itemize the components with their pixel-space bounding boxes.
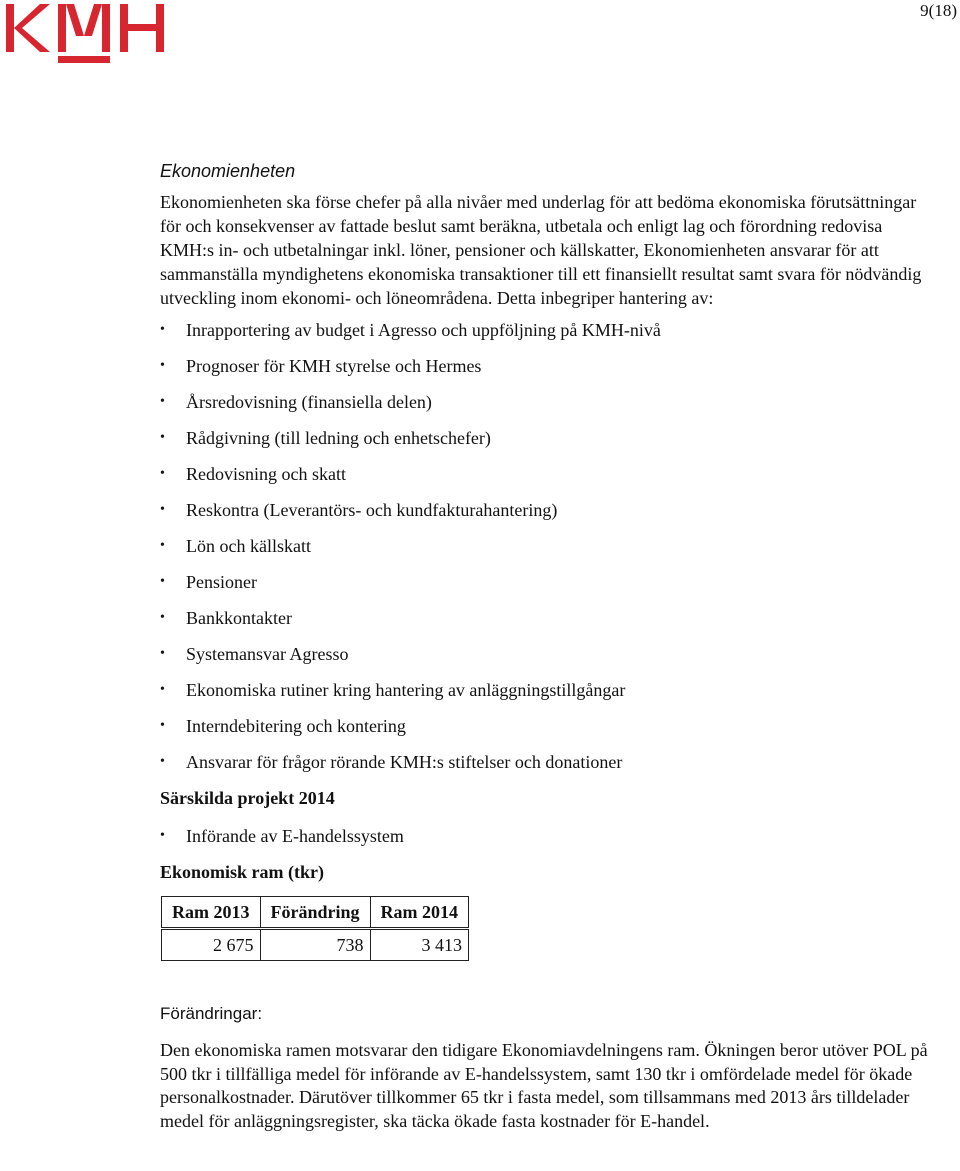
list-item-text: Lön och källskatt: [186, 536, 311, 556]
bullet-icon: •: [160, 466, 165, 481]
list-item-text: Redovisning och skatt: [186, 464, 346, 484]
bullet-icon: •: [160, 610, 165, 625]
list-item: [160, 708, 930, 744]
column-header: Ram 2014: [370, 897, 469, 929]
list-item: [160, 312, 930, 348]
budget-table-row: [162, 929, 469, 961]
list-item: [160, 456, 930, 492]
budget-heading: Ekonomisk ram (tkr): [160, 862, 325, 882]
list-item-text: Prognoser för KMH styrelse och Hermes: [186, 356, 482, 376]
list-item-text: Ekonomiska rutiner kring hantering av anläggningstillgångar: [186, 680, 626, 700]
bullet-icon: •: [160, 718, 165, 733]
responsibility-list: [160, 312, 930, 780]
list-item-text: Inrapportering av budget i Agresso och uppföljning på KMH-nivå: [186, 320, 661, 340]
list-item: [160, 348, 930, 384]
bullet-icon: •: [160, 646, 165, 661]
page-number: 9(18): [920, 1, 957, 20]
changes-label: Förändringar:: [160, 1004, 263, 1023]
kmh-logo: [6, 0, 166, 69]
intro-paragraph: Ekonomienheten ska förse chefer på alla nivåer med underlag för att bedöma ekonomiska förutsättningar för och konsekvenser av fattade beslut samt beräkna, utbetala och enligt lag och förordning redovisa KMH:s in- och utbetalningar inkl. löner, pensioner och källskatter, Ekonomienheten ansvarar för att sammanställa myndighetens ekonomiska transaktioner till ett finansiellt resultat samt svara för nödvändig utveckling inom ekonomi- och löneområdena. Detta inbegriper hantering av:: [160, 192, 922, 308]
budget-table: [161, 896, 469, 961]
projects-list: [160, 818, 930, 854]
list-item-text: Bankkontakter: [186, 608, 292, 628]
bullet-icon: •: [160, 828, 165, 843]
bullet-icon: •: [160, 322, 165, 337]
bullet-icon: •: [160, 682, 165, 697]
list-item: [160, 600, 930, 636]
list-item-text: Årsredovisning (finansiella delen): [186, 392, 432, 412]
table-cell: 3 413: [370, 929, 469, 961]
kmh-logo-mark: [6, 0, 166, 64]
list-item-text: Interndebitering och kontering: [186, 716, 406, 736]
changes-paragraph: Den ekonomiska ramen motsvarar den tidigare Ekonomiavdelningens ram. Ökningen beror utöver POL på 500 tkr i tillfälliga medel för införande av E-handelssystem, samt 130 tkr i omfördelade medel för ökade personalkostnader. Därutöver tillkommer 65 tkr i fasta medel, som tillsammans med 2013 års tilldelader medel för anläggningsregister, ska täcka ökade fasta kostnader för E-handel.: [160, 1040, 928, 1131]
bullet-icon: •: [160, 394, 165, 409]
list-item-text: Reskontra (Leverantörs- och kundfakturahantering): [186, 500, 558, 520]
column-header: Förändring: [260, 897, 370, 929]
list-item-text: Systemansvar Agresso: [186, 644, 349, 664]
list-item: [160, 420, 930, 456]
list-item-text: Ansvarar för frågor rörande KMH:s stiftelser och donationer: [186, 752, 623, 772]
bullet-icon: •: [160, 430, 165, 445]
document-body: [160, 158, 930, 1151]
list-item: [160, 564, 930, 600]
list-item: [160, 384, 930, 420]
table-cell: 738: [260, 929, 370, 961]
column-header: Ram 2013: [162, 897, 261, 929]
list-item-text: Pensioner: [186, 572, 257, 592]
list-item-text: Införande av E-handelssystem: [186, 826, 404, 846]
list-item: [160, 672, 930, 708]
bullet-icon: •: [160, 538, 165, 553]
list-item: [160, 492, 930, 528]
bullet-icon: •: [160, 754, 165, 769]
bullet-icon: •: [160, 574, 165, 589]
bullet-icon: •: [160, 502, 165, 517]
table-cell: 2 675: [162, 929, 261, 961]
list-item-text: Rådgivning (till ledning och enhetschefer): [186, 428, 491, 448]
section-title: Ekonomienheten: [160, 161, 296, 181]
list-item: [160, 818, 930, 854]
budget-table-header-row: [162, 897, 469, 929]
projects-heading: Särskilda projekt 2014: [160, 788, 335, 808]
list-item: [160, 744, 930, 780]
bullet-icon: •: [160, 358, 165, 373]
list-item: [160, 528, 930, 564]
list-item: [160, 636, 930, 672]
